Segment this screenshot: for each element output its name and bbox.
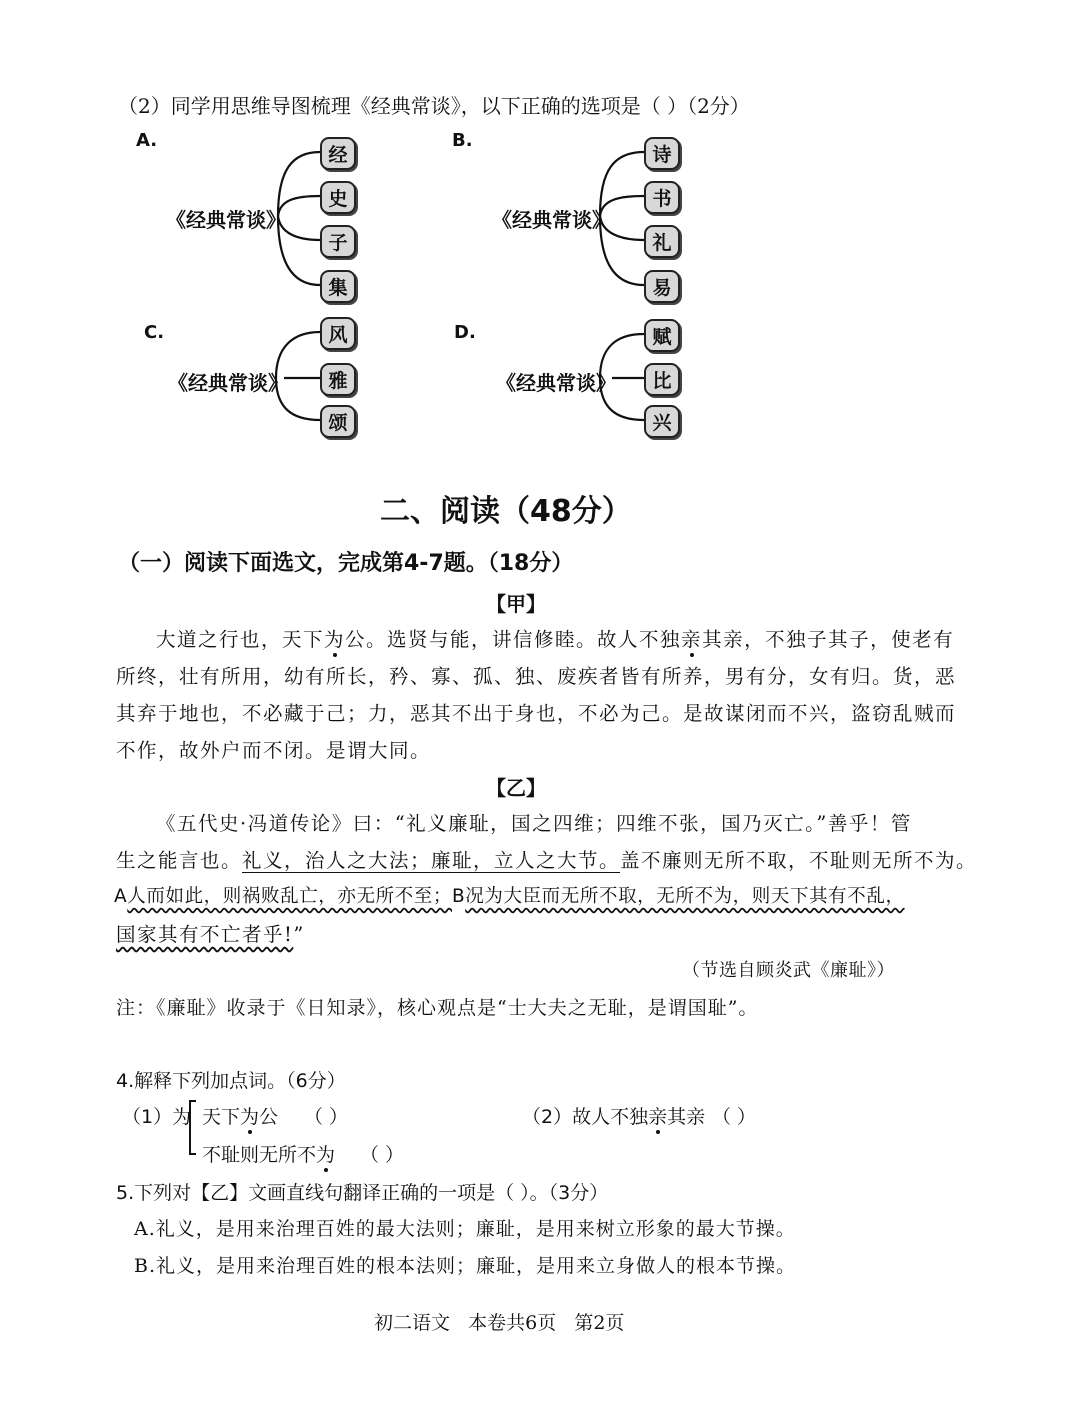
- option-c-node: 雅: [320, 363, 356, 396]
- dotted-word: 亲: [681, 628, 703, 651]
- text-span: ”: [293, 923, 305, 946]
- option-b-root: 《经典常谈》: [492, 208, 612, 232]
- question-4-stem: 4.解释下列加点词。（6分）: [116, 1070, 346, 1092]
- question-5-option-a[interactable]: A.礼义，是用来治理百姓的最大法则；廉耻，是用来树立形象的最大节操。: [134, 1218, 796, 1240]
- option-a-node: 史: [320, 181, 356, 214]
- wavy-sentence-a: 人而如此，则祸败乱亡，亦无所不至；: [127, 886, 452, 907]
- text-span: 公。选贤与能，讲信修睦。故人不独: [345, 628, 682, 651]
- passage-yi-line: [116, 845, 977, 873]
- text-span: 大道之行也，天下: [156, 628, 325, 651]
- text-span: 公: [259, 1106, 279, 1128]
- dotted-word: 为: [316, 1144, 336, 1166]
- sentence-mark-b: B: [451, 886, 466, 907]
- question-4-part1-b: [202, 1140, 335, 1167]
- option-d-node: 赋: [644, 319, 680, 352]
- option-b-node: 书: [644, 181, 680, 214]
- option-a-letter: A.: [136, 130, 158, 151]
- option-c-node: 颂: [320, 405, 356, 438]
- text-span: （2）故人不独: [522, 1106, 649, 1128]
- brace-icon: [184, 1098, 198, 1160]
- question-4-part1-a: [202, 1102, 278, 1129]
- text-span: 其亲，不独子其子，使老有: [702, 628, 955, 651]
- question-5-stem: 5.下列对【乙】文画直线句翻译正确的一项是（ ）。（3分）: [116, 1182, 609, 1204]
- question-5-option-b[interactable]: B.礼义，是用来治理百姓的根本法则；廉耻，是用来立身做人的根本节操。: [134, 1255, 797, 1277]
- question-4-part2: [522, 1102, 705, 1129]
- option-d-node: 兴: [644, 405, 680, 438]
- option-c-letter: C.: [144, 322, 165, 343]
- dotted-word: 为: [324, 628, 346, 651]
- sentence-mark-a: A: [114, 886, 128, 907]
- option-b-letter: B.: [452, 130, 473, 151]
- text-span: 天下: [202, 1106, 241, 1128]
- option-a-root: 《经典常谈》: [166, 208, 286, 232]
- option-d-node: 比: [644, 363, 680, 396]
- option-a-node: 经: [320, 137, 356, 170]
- text-span: 其亲: [667, 1106, 706, 1128]
- passage-jia-line: 不作，故外户而不闭。是谓大同。: [116, 739, 432, 762]
- dotted-word: 为: [240, 1106, 260, 1128]
- passage-jia-line: [156, 624, 954, 652]
- passage-source: （节选自顾炎武《廉耻》）: [682, 960, 895, 981]
- option-a-node: 子: [320, 225, 356, 258]
- passage-yi-label: 【乙】: [486, 776, 546, 800]
- option-c-node: 风: [320, 317, 356, 350]
- option-c-root: 《经典常谈》: [168, 371, 288, 395]
- passage-jia-line: 所终，壮有所用，幼有所长，矜、寡、孤、独、废疾者皆有所养，男有分，女有归。货，恶: [116, 665, 957, 688]
- question-4-part1-label: （1）为: [122, 1106, 192, 1128]
- section-subtitle: （一）阅读下面选文，完成第4-7题。（18分）: [118, 551, 574, 576]
- option-b-node: 诗: [644, 137, 680, 170]
- passage-jia-label: 【甲】: [486, 592, 546, 616]
- option-d-root: 《经典常谈》: [496, 371, 616, 395]
- option-b-node: 礼: [644, 225, 680, 258]
- passage-yi-line: [116, 919, 305, 947]
- answer-blank-4-1a[interactable]: （ ）: [304, 1106, 349, 1128]
- option-b-node: 易: [644, 270, 680, 303]
- underlined-sentence: 礼义，治人之大法；廉耻，立人之大节。: [242, 849, 621, 872]
- question-2-stem: （2）同学用思维导图梳理《经典常谈》，以下正确的选项是（ ）（2分）: [118, 94, 750, 118]
- dotted-word: 亲: [648, 1106, 668, 1128]
- option-a-node: 集: [320, 270, 356, 303]
- page-footer: 初二语文 本卷共6页 第2页: [374, 1312, 625, 1334]
- section-title: 二、阅读（48分）: [380, 494, 632, 529]
- text-span: 不耻则无所不: [202, 1144, 317, 1166]
- wavy-sentence-b: 况为大臣而无所不取，无所不为，则天下其有不乱，: [465, 886, 905, 907]
- passage-yi-line: [114, 882, 905, 908]
- text-span: 生之能言也。: [116, 849, 243, 872]
- option-d-letter: D.: [454, 322, 476, 343]
- wavy-sentence-b-end: 国家其有不亡者乎!: [116, 923, 294, 946]
- answer-blank-4-2[interactable]: （ ）: [712, 1106, 757, 1128]
- passage-note: 注：《廉耻》收录于《日知录》，核心观点是“士大夫之无耻，是谓国耻”。: [116, 997, 759, 1019]
- passage-yi-line: 《五代史·冯道传论》曰：“礼义廉耻，国之四维；四维不张，国乃灭亡。”善乎！管: [156, 812, 912, 835]
- answer-blank-4-1b[interactable]: （ ）: [360, 1144, 405, 1166]
- passage-jia-line: 其弃于地也，不必藏于己；力，恶其不出于身也，不必为己。是故谋闭而不兴，盗窃乱贼而: [116, 702, 957, 725]
- text-span: 盖不廉则无所不取，不耻则无所不为。: [620, 849, 978, 872]
